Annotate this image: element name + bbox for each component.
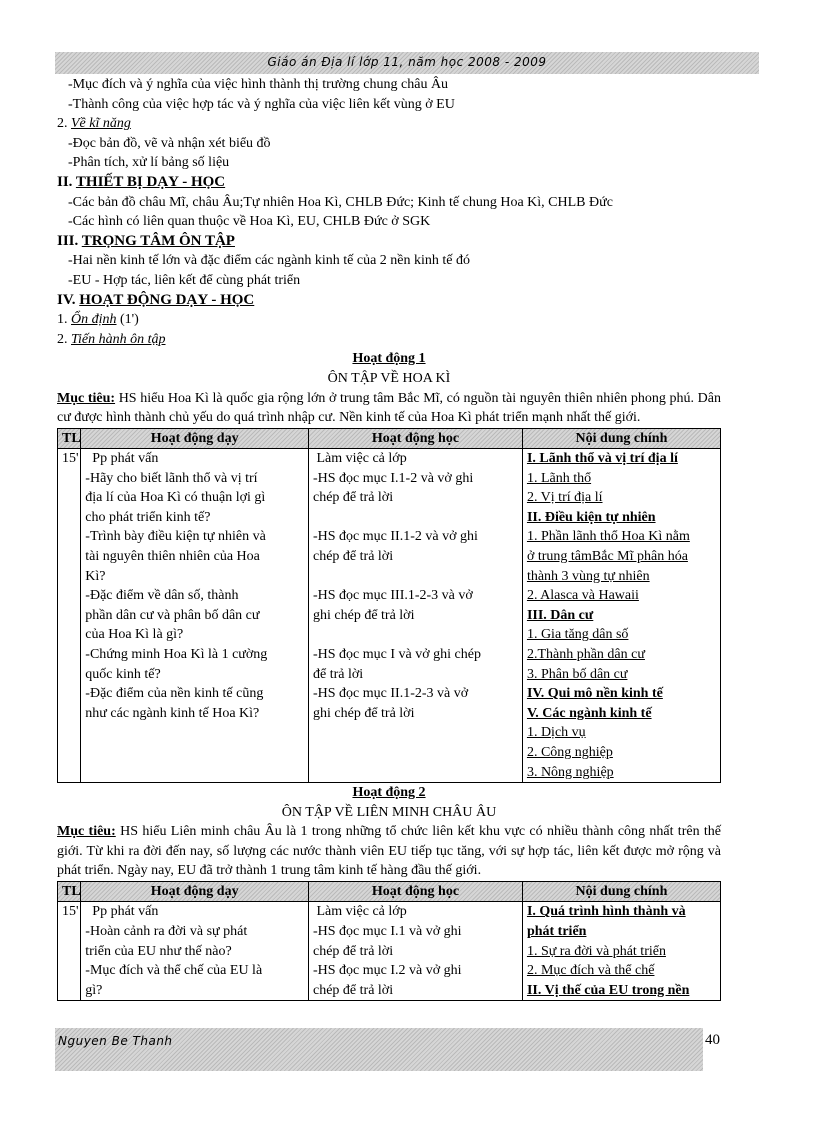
- teaching-cell: [81, 449, 309, 783]
- table-header-row: [58, 428, 721, 449]
- cell-line: 1. Sự ra đời và phát triển: [526, 943, 666, 959]
- cell-line: 1. Gia tăng dân số: [526, 627, 629, 643]
- cell-line: 1. Dịch vụ: [526, 725, 586, 741]
- cell-line: -HS đọc mục I.1-2 và vở ghi: [313, 470, 474, 486]
- skills-item: -Phân tích, xử lí bảng số liệu: [68, 155, 230, 171]
- cell-line: chép để trả lời: [313, 549, 394, 565]
- cell-line: cho phát triển kinh tế?: [85, 509, 211, 525]
- table-row: [58, 449, 721, 783]
- cell-line: địa lí của Hoa Kì có thuận lợi gì: [85, 490, 266, 506]
- skills-title: Về kĩ năng: [71, 116, 131, 132]
- cell-line: -Đặc điểm của nền kinh tế cũng: [85, 686, 264, 702]
- page-footer-bar: [55, 1028, 703, 1071]
- cell-line: -Trình bày điều kiện tự nhiên và: [85, 529, 266, 545]
- cell-line: gì?: [85, 982, 103, 998]
- cell-line: 3. Phân bố dân cư: [526, 666, 628, 682]
- focus-item: -EU - Hợp tác, liên kết để cùng phát triển: [68, 272, 301, 288]
- cell-line: -HS đọc mục II.1-2 và vở ghi: [313, 529, 478, 545]
- cell-line: ở trung tâmBắc Mĩ phân hóa: [526, 549, 688, 565]
- cell-line: ghi chép để trả lời: [313, 607, 415, 623]
- skills-item: -Đọc bản đồ, vẽ và nhận xét biểu đồ: [68, 135, 271, 151]
- cell-line: -Chứng minh Hoa Kì là 1 cường: [85, 647, 268, 663]
- activity-1-table: [57, 428, 721, 784]
- cell-line: II. Điều kiện tự nhiên: [526, 509, 656, 525]
- time-cell: 15': [58, 449, 81, 783]
- cell-line: Làm việc cả lớp: [313, 904, 407, 920]
- cell-line: 2.Thành phần dân cư: [526, 647, 645, 663]
- cell-line: 2. Công nghiệp: [526, 745, 613, 760]
- cell-line: -Mục đích và thể chế của EU là: [85, 963, 263, 979]
- cell-line: -HS đọc mục I.1 và vở ghi: [313, 924, 462, 940]
- activity-2-goal: Mục tiêu: HS hiểu Liên minh châu Âu là 1 trong những tổ chức liên kết khu vực có nhiều thành công nhất trên thế giới. Từ khi ra đời đến nay, số lượng các nước thành viên EU tiếp tục tăng, với sự hợp tác, liên kết được mở rộng và phát triển. Ngày nay, EU đã trở thành 1 trung tâm kinh tế hàng đầu thế giới.: [57, 824, 721, 879]
- col-header-learning: Hoạt động học: [309, 881, 523, 902]
- col-header-learning: Hoạt động học: [309, 428, 523, 449]
- activity-1-goal: Mục tiêu: HS hiểu Hoa Kì là quốc gia rộng lớn ở trung tâm Bắc Mĩ, có nguồn tài nguyên thiên nhiên phong phú. Dân cư được hình thành chủ yếu do quá trình nhập cư. Nền kinh tế của Hoa Kì phát triển mạnh nhất thế giới.: [57, 390, 722, 425]
- learning-cell: [309, 449, 523, 783]
- activity-2-table: [57, 881, 721, 1002]
- section-3-heading: III. TRỌNG TÂM ÔN TẬP: [57, 232, 235, 249]
- step-1: 1. Ổn định (1'): [57, 312, 139, 328]
- cell-line: thành 3 vùng tự nhiên: [526, 568, 650, 584]
- activity-1-subtitle: ÔN TẬP VỀ HOA KÌ: [327, 370, 451, 386]
- table-header-row: [58, 881, 721, 902]
- cell-line: như các ngành kinh tế Hoa Kì?: [85, 705, 260, 721]
- learning-cell: [309, 902, 523, 1001]
- cell-line: chép để trả lời: [313, 982, 394, 998]
- content-cell: [522, 902, 720, 1001]
- page-number: 40: [705, 1032, 720, 1048]
- cell-line: I. Quá trình hình thành và: [526, 904, 686, 920]
- skills-heading: 2. Về kĩ năng: [57, 116, 131, 132]
- cell-line: 1. Phần lãnh thổ Hoa Kì nằm: [526, 529, 690, 545]
- cell-line: -HS đọc mục II.1-2-3 và vở: [313, 686, 469, 702]
- cell-line: -HS đọc mục III.1-2-3 và vở: [313, 588, 473, 604]
- cell-line: -Hãy cho biết lãnh thổ và vị trí: [85, 470, 258, 486]
- cell-line: 2. Vị trí địa lí: [526, 490, 603, 506]
- time-cell: 15': [58, 902, 81, 1001]
- cell-line: ghi chép để trả lời: [313, 705, 415, 721]
- col-header-time: TL: [58, 881, 81, 902]
- activity-1-title: Hoạt động 1: [352, 351, 426, 367]
- col-header-teaching: Hoạt động dạy: [81, 428, 309, 449]
- col-header-content: Nội dung chính: [522, 428, 720, 449]
- cell-line: 1. Lãnh thổ: [526, 470, 592, 486]
- cell-line: [313, 625, 518, 645]
- cell-line: IV. Qui mô nền kinh tế: [526, 686, 663, 702]
- col-header-content: Nội dung chính: [522, 881, 720, 902]
- cell-line: [313, 508, 518, 528]
- cell-line: 3. Nông nghiệp: [526, 764, 614, 780]
- cell-line: phần dân cư và phân bố dân cư: [85, 607, 260, 623]
- section-2-heading: II. THIẾT BỊ DẠY - HỌC: [57, 173, 226, 190]
- content-cell: [522, 449, 720, 783]
- cell-line: I. Lãnh thổ và vị trí địa lí: [526, 451, 678, 467]
- cell-line: V. Các ngành kinh tế: [526, 705, 652, 721]
- col-header-time: TL: [58, 428, 81, 449]
- cell-line: -HS đọc mục I.2 và vở ghi: [313, 963, 462, 979]
- table-row: [58, 902, 721, 1001]
- intro-line: -Mục đích và ý nghĩa của việc hình thành thị trường chung châu Âu: [68, 77, 449, 92]
- cell-line: phát triển: [526, 924, 587, 940]
- header-title: Giáo án Địa lí lớp 11, năm học 2008 - 2009: [267, 55, 547, 69]
- cell-line: III. Dân cư: [526, 607, 594, 623]
- step-2: 2. Tiến hành ôn tập: [57, 331, 166, 347]
- cell-line: Làm việc cả lớp: [313, 451, 407, 467]
- cell-line: II. Vị thế của EU trong nền: [526, 982, 690, 998]
- cell-line: -Hoàn cảnh ra đời và sự phát: [85, 924, 248, 940]
- page-header-bar: [55, 52, 759, 74]
- cell-line: chép để trả lời: [313, 490, 394, 506]
- cell-line: triển của EU như thế nào?: [85, 943, 232, 959]
- cell-line: quốc kinh tế?: [85, 666, 161, 682]
- cell-line: [313, 567, 518, 587]
- cell-line: -HS đọc mục I và vở ghi chép: [313, 647, 481, 663]
- cell-line: để trả lời: [313, 666, 364, 682]
- section-4-heading: IV. HOẠT ĐỘNG DẠY - HỌC: [57, 291, 255, 308]
- footer-author: Nguyen Be Thanh: [58, 1034, 173, 1048]
- intro-line: -Thành công của việc hợp tác và ý nghĩa của việc liên kết vùng ở EU: [68, 96, 455, 112]
- focus-item: -Hai nền kinh tế lớn và đặc điểm các ngành kinh tế của 2 nền kinh tế đó: [68, 253, 470, 269]
- cell-line: 2. Mục đích và thể chế: [526, 963, 655, 979]
- teaching-cell: [81, 902, 309, 1001]
- activity-2-title: Hoạt động 2: [352, 785, 426, 801]
- cell-line: tài nguyên thiên nhiên của Hoa: [85, 549, 260, 565]
- cell-line: Pp phát vấn: [85, 904, 159, 920]
- document-body: [57, 75, 721, 1001]
- col-header-teaching: Hoạt động dạy: [81, 881, 309, 902]
- cell-line: Kì?: [85, 568, 106, 584]
- cell-line: Pp phát vấn: [85, 451, 159, 467]
- activity-2-subtitle: ÔN TẬP VỀ LIÊN MINH CHÂU ÂU: [281, 804, 497, 820]
- cell-line: của Hoa Kì là gì?: [85, 627, 184, 643]
- cell-line: chép để trả lời: [313, 943, 394, 959]
- cell-line: -Đặc điểm về dân số, thành: [85, 588, 239, 604]
- cell-line: 2. Alasca và Hawaii: [526, 588, 639, 604]
- equipment-item: -Các hình có liên quan thuộc về Hoa Kì, EU, CHLB Đức ở SGK: [68, 214, 431, 230]
- equipment-item: -Các bản đồ châu Mĩ, châu Âu;Tự nhiên Hoa Kì, CHLB Đức; Kinh tế chung Hoa Kì, CHLB Đức: [68, 194, 613, 210]
